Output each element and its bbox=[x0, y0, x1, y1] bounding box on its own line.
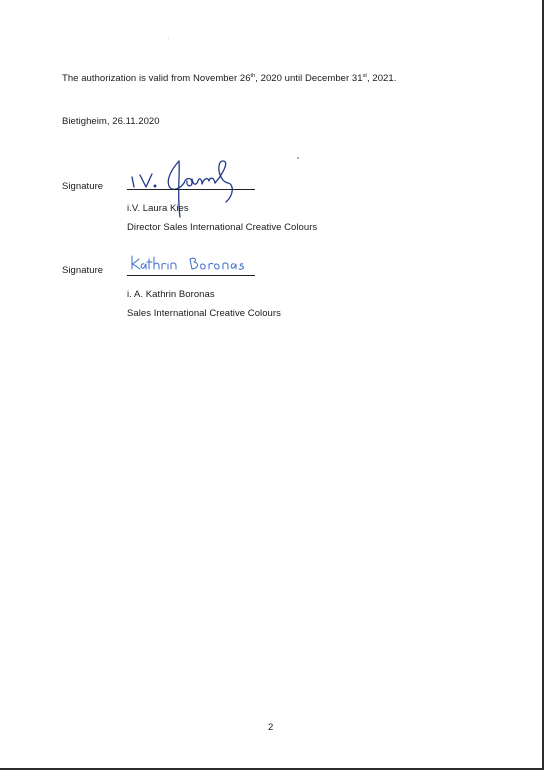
signature-line-1 bbox=[127, 189, 255, 190]
signature-label-1: Signature bbox=[62, 181, 104, 192]
signatory-name-2: i. A. Kathrin Boronas bbox=[127, 289, 215, 300]
authorization-validity-text: The authorization is valid from November 26th, 2020 until December 31st, 2021. bbox=[62, 73, 397, 84]
signature-line-2 bbox=[127, 275, 255, 276]
place-and-date: Bietigheim, 26.11.2020 bbox=[62, 116, 160, 127]
signature-label-2: Signature bbox=[62, 265, 104, 276]
scan-speck bbox=[168, 38, 169, 39]
signatory-title-1: Director Sales International Creative Colours bbox=[127, 222, 318, 233]
signature-kathrin-boronas bbox=[128, 254, 248, 276]
signatory-title-2: Sales International Creative Colours bbox=[127, 308, 281, 319]
signatory-name-1: i.V. Laura Kies bbox=[127, 203, 189, 214]
page-number: 2 bbox=[268, 722, 274, 733]
scan-speck bbox=[297, 157, 299, 159]
